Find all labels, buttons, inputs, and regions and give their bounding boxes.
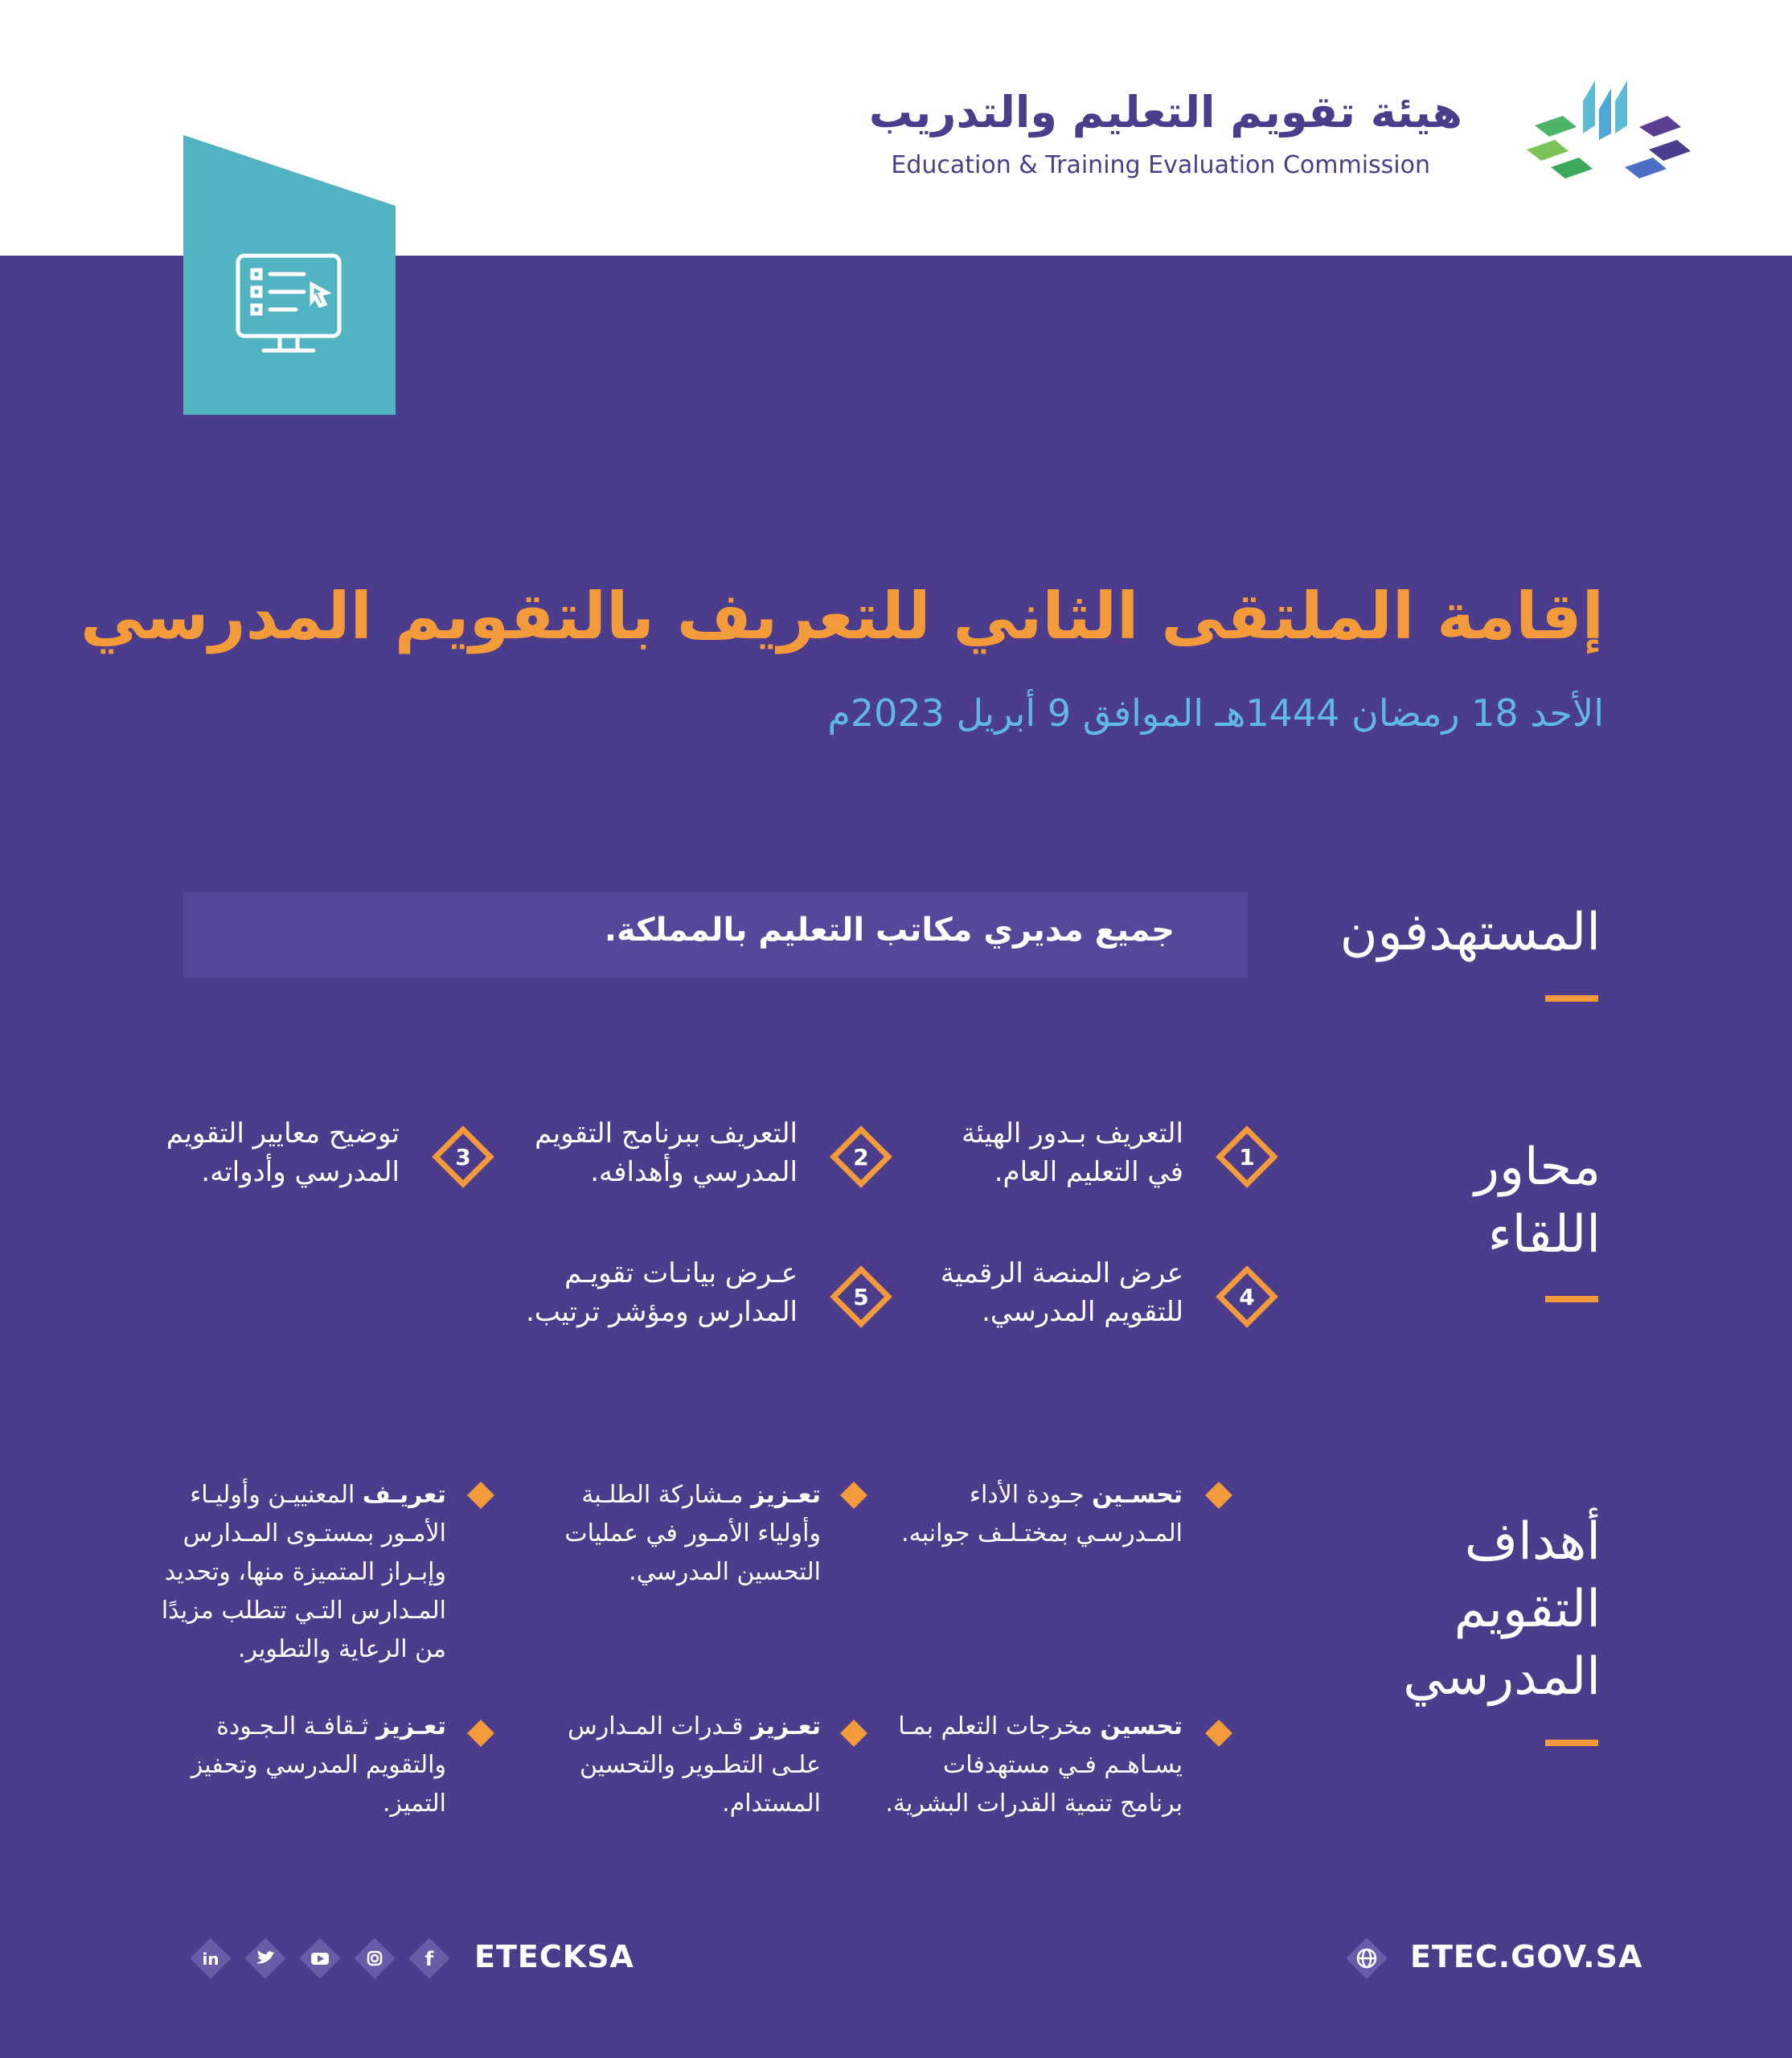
goal-item-keyword: تحسـين xyxy=(1092,1481,1183,1509)
page-title: إقامة الملتقى الثاني للتعريف بالتقويم المدرسي xyxy=(80,579,1604,654)
etec-logo-icon xyxy=(1519,77,1704,182)
logo-petal xyxy=(1583,80,1595,133)
goal-item-text: مـشاركة الطلـبة وأولياء الأمـور في عمليات التحسين المدرسي. xyxy=(564,1481,821,1586)
goal-item xyxy=(877,1707,1183,1823)
goal-item-keyword: تعـزيز xyxy=(375,1712,446,1740)
axis-item-line: توضيح معايير التقويم xyxy=(166,1117,400,1150)
bullet-diamond-icon xyxy=(1203,1717,1235,1749)
logo-petal xyxy=(1551,158,1593,178)
bullet-diamond-icon xyxy=(465,1479,497,1511)
goal-item-text: مخرجات التعلم بمـا يسـاهـم فـي مستهدفات برنامج تنمية القدرات البشرية. xyxy=(885,1712,1183,1818)
goal-item-keyword: تعـزيز xyxy=(750,1712,821,1740)
axis-item-line: التعريف ببرنامج التقويم xyxy=(535,1117,798,1150)
goal-item-text: جـودة الأداء المـدرسـي بمختـلـف جوانبه. xyxy=(901,1481,1183,1548)
axis-item-5 xyxy=(526,1254,798,1331)
linkedin-icon[interactable] xyxy=(185,1933,236,1984)
axis-number-badge xyxy=(1214,1264,1280,1330)
axis-item-line: للتقويم المدرسي. xyxy=(982,1296,1183,1328)
audience-text: جميع مديري مكاتب التعليم بالمملكة. xyxy=(604,912,1175,949)
goal-item-keyword: تحسين xyxy=(1100,1712,1183,1740)
axis-item-line: التعريف بـدور الهيئة xyxy=(962,1117,1183,1150)
axis-number: 2 xyxy=(853,1144,869,1170)
goal-item xyxy=(877,1476,1183,1553)
goal-item xyxy=(141,1707,446,1823)
axis-item-line: عـرض بيانـات تقويـم xyxy=(564,1257,798,1289)
axis-number: 3 xyxy=(455,1144,471,1170)
section-divider xyxy=(1545,1296,1598,1302)
twitter-icon[interactable] xyxy=(240,1933,291,1984)
audience-label: المستهدفون xyxy=(1339,903,1601,962)
axis-number-badge xyxy=(1214,1124,1280,1190)
axis-number: 4 xyxy=(1239,1284,1255,1310)
axis-item-3 xyxy=(166,1114,400,1191)
goal-item xyxy=(515,1476,821,1592)
social-handle[interactable]: ETECKSA xyxy=(474,1939,634,1974)
axis-item-line: في التعليم العام. xyxy=(994,1156,1183,1188)
goal-item-keyword: تعـزيز xyxy=(750,1481,821,1509)
goal-item-text: المعنييـن وأوليـاء الأمـور بمستـوى المـدارس وإبـراز المتميزة منها، وتحديد المـدارس التـي تتطلب مزيدًا من الرعاية والتطوير. xyxy=(161,1481,446,1663)
website-link[interactable]: ETEC.GOV.SA xyxy=(1410,1939,1643,1974)
axis-item-1 xyxy=(962,1114,1183,1191)
svg-text:in: in xyxy=(202,1949,219,1969)
axes-label-line2: اللقاء xyxy=(1487,1205,1601,1265)
evaluation-badge xyxy=(183,135,396,415)
facebook-icon[interactable] xyxy=(404,1933,455,1984)
axis-item-4 xyxy=(941,1254,1183,1331)
axes-label-line1: محاور xyxy=(1474,1138,1601,1197)
axis-item-line: المدرسي وأدواته. xyxy=(201,1156,400,1188)
globe-icon[interactable] xyxy=(1341,1933,1392,1984)
logo-petal xyxy=(1639,116,1681,137)
axis-number: 1 xyxy=(1239,1144,1255,1170)
axis-item-line: المدارس ومؤشر ترتيب. xyxy=(526,1296,798,1328)
logo-petal xyxy=(1535,116,1577,137)
bullet-diamond-icon xyxy=(838,1717,870,1749)
bullet-diamond-icon xyxy=(838,1479,870,1511)
goals-label xyxy=(1403,1508,1601,1711)
goals-label-line1: أهداف xyxy=(1464,1512,1601,1572)
goal-item-text: ثـقافـة الـجـودة والتقويم المدرسي وتحفيز التميز. xyxy=(191,1712,446,1818)
goal-item-keyword: تعريـف xyxy=(362,1481,446,1509)
axis-number-badge xyxy=(828,1264,894,1330)
axes-label xyxy=(1474,1134,1601,1269)
axis-number: 5 xyxy=(853,1284,869,1310)
logo-petal xyxy=(1615,80,1627,133)
org-name-arabic: هيئة تقويم التعليم والتدريب xyxy=(868,87,1462,137)
svg-text:f: f xyxy=(424,1948,434,1970)
logo-petal xyxy=(1599,88,1611,140)
logo-petal xyxy=(1649,140,1691,161)
goals-label-line2: التقويم xyxy=(1454,1580,1601,1639)
bullet-diamond-icon xyxy=(465,1717,497,1749)
youtube-icon[interactable] xyxy=(294,1933,346,1984)
axis-number-badge xyxy=(828,1124,894,1190)
axis-item-2 xyxy=(535,1114,798,1191)
section-divider xyxy=(1545,1740,1598,1746)
bullet-diamond-icon xyxy=(1203,1479,1235,1511)
axis-item-line: عرض المنصة الرقمية xyxy=(940,1257,1183,1289)
section-divider xyxy=(1545,995,1598,1002)
goal-item xyxy=(515,1707,821,1823)
axis-number-badge xyxy=(430,1124,496,1190)
event-date: الأحد 18 رمضان 1444هـ الموافق 9 أبريل 2023م xyxy=(827,691,1604,735)
goal-item xyxy=(141,1476,446,1669)
logo-petal xyxy=(1625,158,1667,178)
axis-item-line: المدرسي وأهدافه. xyxy=(590,1156,798,1188)
goals-label-line3: المدرسي xyxy=(1403,1647,1601,1707)
logo-petal xyxy=(1527,140,1569,161)
goal-item-text: قـدرات المـدارس علـى التطـوير والتحسين المستدام. xyxy=(568,1712,821,1818)
instagram-icon[interactable] xyxy=(349,1933,400,1984)
org-name-english: Education & Training Evaluation Commission xyxy=(891,151,1430,179)
